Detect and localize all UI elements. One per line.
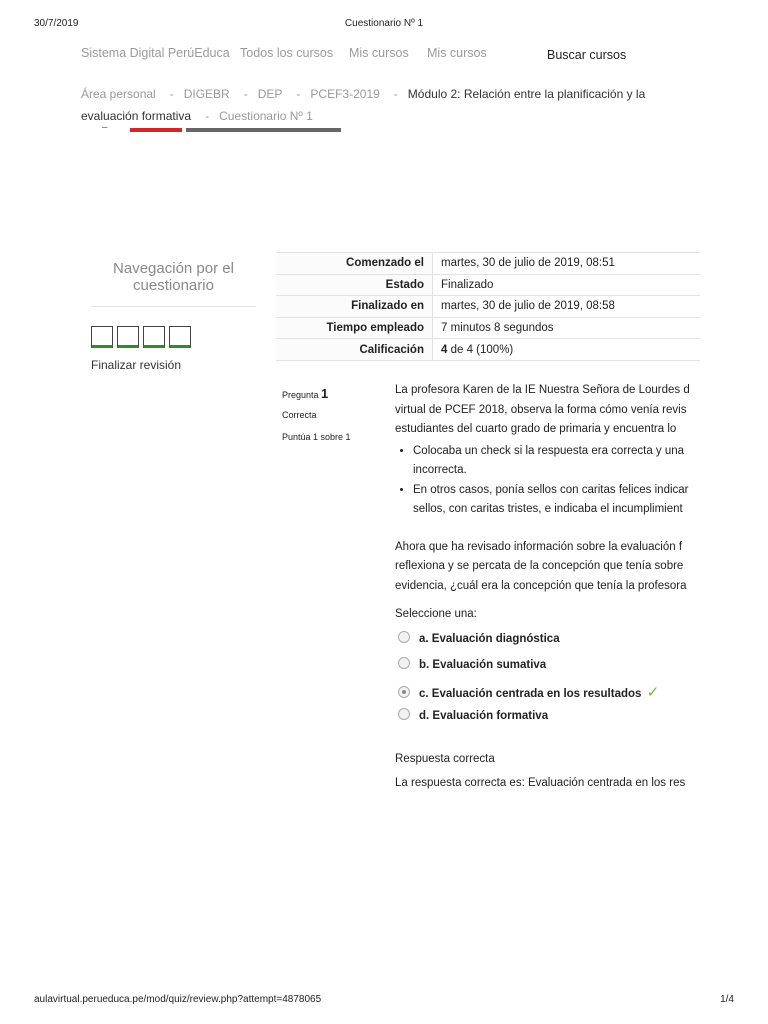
question-status: Correcta (282, 410, 317, 420)
print-title: Cuestionario Nº 1 (344, 18, 424, 29)
search-courses-link[interactable]: Buscar cursos (547, 48, 627, 62)
summary-value: martes, 30 de julio de 2019, 08:58 (433, 296, 701, 318)
feedback-text: Respuesta correcta (395, 753, 495, 765)
check-icon: ✓ (646, 684, 660, 701)
summary-value: 7 minutos 8 segundos (433, 317, 701, 339)
print-date: 30/7/2019 (34, 18, 79, 29)
summary-label: Comenzado el (276, 253, 433, 275)
bullet-line: • En otros casos, ponía sellos con caritas felices indicar (413, 483, 689, 496)
print-url: aulavirtual.perueduca.pe/mod/quiz/review.php?attempt=4878065 (34, 994, 322, 1005)
list-item (413, 442, 700, 481)
table-row (276, 274, 700, 296)
summary-label: Estado (276, 274, 433, 296)
answer-option-a[interactable] (398, 631, 560, 649)
summary-label: Finalizado en (276, 296, 433, 318)
question-button-1[interactable] (91, 326, 113, 348)
grade-score: 4 (441, 343, 448, 356)
accent-bar-red (130, 128, 182, 132)
bullet-line: sellos, con caritas tristes, e indicaba el incumplimient (413, 503, 683, 515)
breadcrumb (81, 83, 681, 127)
breadcrumb-separator: - (169, 87, 174, 101)
breadcrumb-separator: - (205, 109, 210, 123)
radio-button[interactable] (398, 657, 410, 669)
question-paragraph-line: Ahora que ha revisado información sobre la evaluación f (395, 540, 683, 553)
nav-link-mis-cursos[interactable]: Mis cursos (349, 46, 409, 60)
table-row (276, 317, 700, 339)
radio-button[interactable] (398, 631, 410, 643)
nav-link-sistema-digital[interactable]: Sistema Digital PerúEduca (81, 46, 230, 60)
question-info (282, 384, 351, 447)
summary-value: martes, 30 de julio de 2019, 08:51 (433, 253, 701, 275)
list-item (413, 481, 700, 520)
question-button-2[interactable] (117, 326, 139, 348)
answer-label: c. Evaluación centrada en los resultados (419, 688, 642, 700)
accent-bar-grey (186, 128, 341, 132)
table-row (276, 253, 700, 275)
summary-label: Calificación (276, 339, 433, 361)
answer-option-b[interactable] (398, 657, 546, 675)
question-paragraph-line: evidencia, ¿cuál era la concepción que tenía la profesora (395, 579, 687, 592)
breadcrumb-item-modulo-2[interactable]: Módulo 2: Relación entre la planificación y la evaluación formativa (81, 87, 646, 123)
divider (91, 306, 256, 307)
print-page-number: 1/4 (720, 994, 734, 1005)
answer-label: a. Evaluación diagnóstica (419, 633, 560, 645)
summary-label: Tiempo empleado (276, 317, 433, 339)
table-row (276, 296, 700, 318)
small-dash: – (102, 122, 108, 133)
question-number: 1 (321, 386, 329, 401)
question-score: Puntúa 1 sobre 1 (282, 432, 351, 442)
answer-prompt: Seleccione una: (395, 608, 477, 620)
question-bullet-list (395, 442, 700, 520)
radio-button[interactable] (398, 708, 410, 720)
nav-link-todos-los-cursos[interactable]: Todos los cursos (240, 46, 334, 60)
table-row (276, 339, 700, 361)
nav-link-mis-cursos-2[interactable]: Mis cursos (427, 46, 487, 60)
answer-label: b. Evaluación sumativa (419, 659, 547, 671)
breadcrumb-separator: - (243, 87, 248, 101)
quiz-navigation-block (91, 260, 256, 372)
bullet-line: incorrecta. (413, 464, 467, 476)
question-button-3[interactable] (143, 326, 165, 348)
print-header (0, 18, 768, 32)
question-paragraph-line: La profesora Karen de la IE Nuestra Señora de Lourdes d (395, 384, 690, 396)
breadcrumb-item-digebr[interactable]: DIGEBR (183, 87, 230, 101)
finish-review-link[interactable]: Finalizar revisión (91, 358, 182, 372)
breadcrumb-item-dep[interactable]: DEP (257, 87, 283, 101)
question-paragraph-line: reflexiona y se percata de la concepción que tenía sobre (395, 560, 684, 572)
question-button-4[interactable] (169, 326, 191, 348)
question-text (395, 381, 700, 596)
question-label: Pregunta (282, 390, 319, 400)
answer-label: d. Evaluación formativa (419, 710, 549, 722)
radio-button-selected[interactable] (398, 686, 410, 698)
breadcrumb-separator: - (393, 87, 398, 101)
breadcrumb-separator: - (296, 87, 301, 101)
quiz-navigation-title: Navegación por el cuestionario (113, 260, 234, 294)
summary-value: Finalizado (433, 274, 701, 296)
breadcrumb-item-cuestionario[interactable]: Cuestionario Nº 1 (219, 109, 313, 123)
question-paragraph-line: estudiantes del cuarto grado de primaria y encuentra lo (395, 423, 677, 435)
breadcrumb-item-pcef3[interactable]: PCEF3-2019 (310, 87, 380, 101)
summary-value (433, 339, 701, 361)
attempt-summary-table (276, 252, 700, 361)
answer-option-d[interactable] (398, 708, 548, 726)
print-footer (0, 994, 768, 1008)
breadcrumb-item-area-personal[interactable]: Área personal (81, 87, 156, 101)
question-paragraph-line: virtual de PCEF 2018, observa la forma cómo venía revis (395, 403, 687, 416)
answer-option-c[interactable] (398, 683, 659, 701)
right-answer-text: La respuesta correcta es: Evaluación centrada en los res (395, 777, 686, 789)
grade-total: de 4 (100%) (447, 343, 514, 356)
bullet-line: • Colocaba un check si la respuesta era correcta y una (413, 444, 685, 457)
